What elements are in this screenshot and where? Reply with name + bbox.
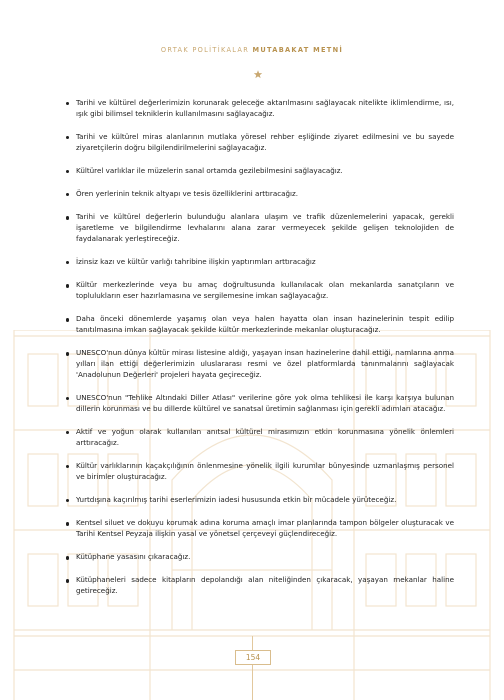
list-item: Aktif ve yoğun olarak kullanılan anıtsal kültürel mirasımızın etkin korunmasına yönelik önlemleri arttıracağız. <box>66 427 454 449</box>
list-item: Kentsel siluet ve dokuyu korumak adına koruma amaçlı imar planlarında tampon bölgeler oluşturacak ve Tarihi Kentsel Peyzaja ilişkin yasal ve yönetsel çerçeveyi güçlendireceğiz. <box>66 518 454 540</box>
page-number-rule-bottom <box>252 665 253 700</box>
header-prefix: ORTAK POLİTİKALAR <box>160 46 250 54</box>
list-item: İzinsiz kazı ve kültür varlığı tahribine ilişkin yaptırımları arttıracağız <box>66 257 454 268</box>
crescent-star-icon <box>236 64 268 84</box>
page-number: 154 <box>235 650 271 665</box>
list-item: Daha önceki dönemlerde yaşamış olan veya halen hayatta olan insan hazinelerinin tespit edilip tanıtılmasına imkan sağlayacak şekilde kültür merkezlerinde mekanlar oluşturacağız. <box>66 314 454 336</box>
list-item: Tarihi ve kültürel miras alanlarının mutlaka yöresel rehber eşliğinde ziyaret edilmesini ve bu sayede ziyaretçilerin doğru bilgilendirilmelerini sağlayacağız. <box>66 132 454 154</box>
list-item: Kütüphane yasasını çıkaracağız. <box>66 552 454 563</box>
list-item: Yurtdışına kaçırılmış tarihi eserlerimizin iadesi hususunda etkin bir mücadele yürüteceğiz. <box>66 495 454 506</box>
list-item: UNESCO'nun "Tehlike Altındaki Diller Atlası" verilerine göre yok olma tehlikesi ile karşı karşıya bulunan dillerin korunması ve bu dillerde kültürel ve sanatsal üretimin sağlanması için gerekli adımları atacağız. <box>66 393 454 415</box>
list-item: Kütüphaneleri sadece kitapların depolandığı alan niteliğinden çıkaracak, yaşayan mekanlar haline getireceğiz. <box>66 575 454 597</box>
list-item: Tarihi ve kültürel değerlerin bulunduğu alanlara ulaşım ve trafik düzenlemelerini yapacak, gerekli işaretleme ve bilgilendirme levhalarını alana zarar vermeyecek şekilde gelişen teknolojiden de faydalanarak yerleştireceğiz. <box>66 212 454 245</box>
document-body <box>66 98 454 609</box>
list-item: Kültür varlıklarının kaçakçılığının önlenmesine yönelik ilgili kurumlar bünyesinde uzmanlaşmış personel ve birimler oluşturacağız. <box>66 461 454 483</box>
list-item: Kültürel varlıklar ile müzelerin sanal ortamda gezilebilmesini sağlayacağız. <box>66 166 454 177</box>
header-title: MUTABAKAT METNİ <box>252 46 344 54</box>
list-item: Ören yerlerinin teknik altyapı ve tesis özelliklerini arttıracağız. <box>66 189 454 200</box>
page-header <box>0 46 504 54</box>
list-item: UNESCO'nun dünya kültür mirası listesine aldığı, yaşayan insan hazinelerine dahil ettiği, namlarına anma yılları ilan ettiği değerlerimizin uluslararası resmi ve özel platformlarda tanınmalarını sağlayacak 'Anadolunun Değerleri' projeleri hayata geçireceğiz. <box>66 348 454 381</box>
policy-list <box>66 98 454 597</box>
list-item: Kültür merkezlerinde veya bu amaç doğrultusunda kullanılacak olan mekanlarda sanatçıların ve toplulukların eser hazırlamasına ve sergilemesine imkan sağlayacağız. <box>66 280 454 302</box>
page-number-rule-top <box>252 636 253 650</box>
list-item: Tarihi ve kültürel değerlerimizin korunarak geleceğe aktarılmasını sağlayacak nitelikte iklimlendirme, ısı, ışık gibi bilimsel tekniklerin kullanılmasını sağlayacağız. <box>66 98 454 120</box>
